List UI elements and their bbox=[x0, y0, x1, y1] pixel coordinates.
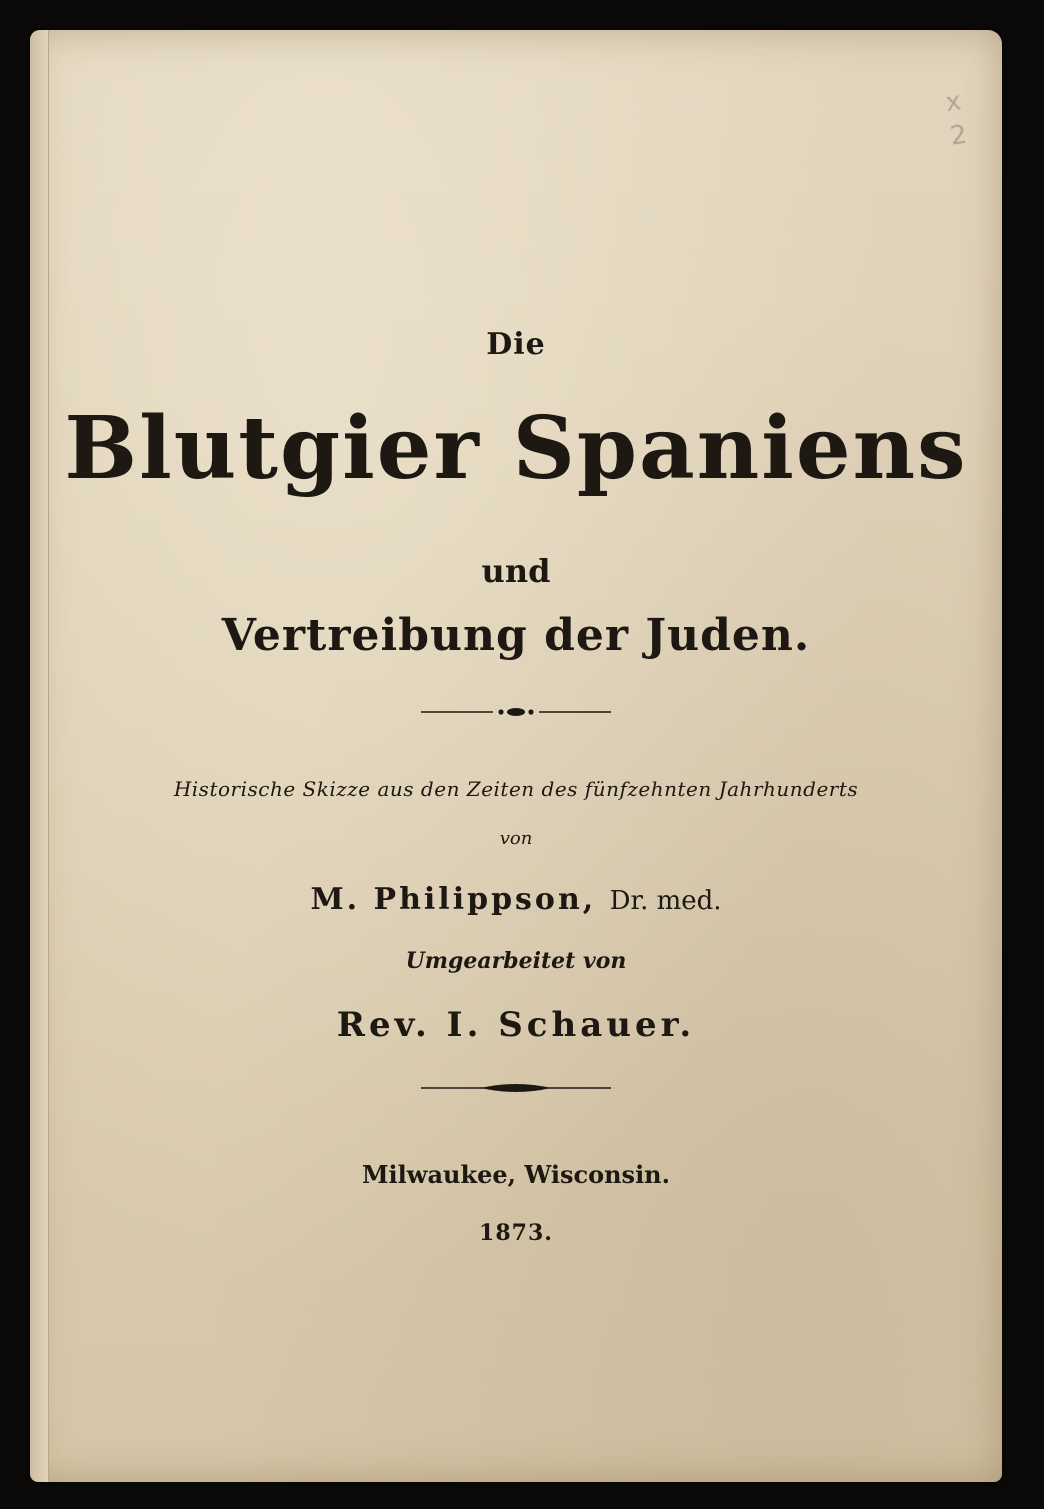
publication-year: 1873. bbox=[479, 1220, 553, 1246]
author-name: M. Philippson, bbox=[310, 882, 597, 917]
author-degree: Dr. med. bbox=[609, 886, 722, 916]
book-cover bbox=[30, 30, 1002, 1482]
main-title: Blutgier Spaniens bbox=[64, 398, 968, 499]
author bbox=[30, 882, 1002, 917]
by-label: von bbox=[499, 828, 533, 849]
book-spine-edge bbox=[30, 30, 49, 1482]
revised-by-label: Umgearbeitet von bbox=[405, 948, 627, 974]
reviser: Rev. I. Schauer. bbox=[336, 1005, 696, 1045]
pencil-marking: x 2 bbox=[943, 86, 969, 152]
title-line-vertreibung: Vertreibung der Juden. bbox=[221, 610, 811, 661]
ornament-divider-top bbox=[421, 702, 611, 722]
title-line-die: Die bbox=[486, 327, 546, 362]
subtitle: Historische Skizze aus den Zeiten des fünfzehnten Jahrhunderts bbox=[173, 777, 859, 801]
title-line-und: und bbox=[481, 552, 551, 590]
publication-place: Milwaukee, Wisconsin. bbox=[361, 1160, 670, 1189]
ornament-divider-bottom bbox=[421, 1078, 611, 1098]
